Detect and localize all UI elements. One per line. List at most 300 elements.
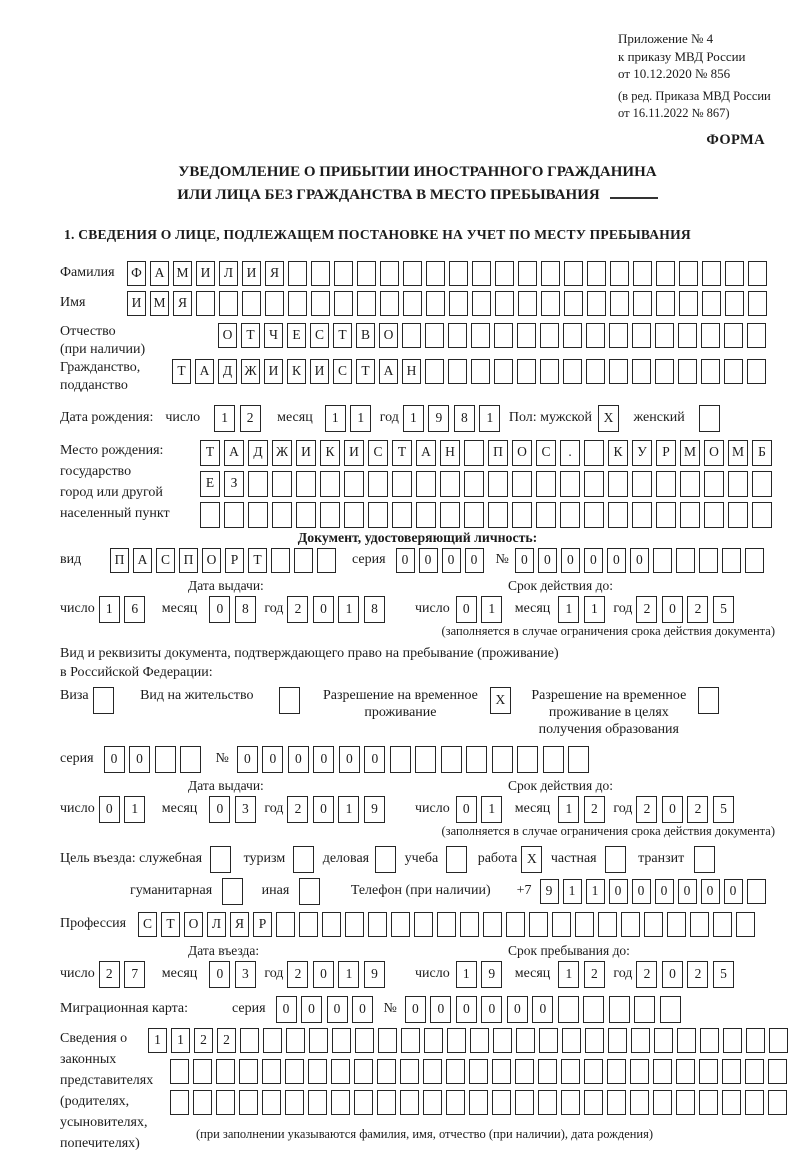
stay-year-field[interactable]	[636, 961, 738, 988]
char-box[interactable]: 0	[532, 996, 553, 1023]
char-box[interactable]	[518, 261, 537, 286]
char-box[interactable]	[676, 1090, 695, 1115]
char-box[interactable]: 0	[327, 996, 348, 1023]
char-box[interactable]	[736, 912, 755, 937]
permit-valid-month-field[interactable]	[558, 796, 609, 823]
char-box[interactable]	[634, 996, 655, 1023]
char-box[interactable]: О	[184, 912, 203, 937]
char-box[interactable]	[518, 291, 537, 316]
char-box[interactable]	[248, 471, 268, 497]
char-box[interactable]	[368, 471, 388, 497]
char-box[interactable]: 0	[405, 996, 426, 1023]
permit-valid-year-field[interactable]	[636, 796, 738, 823]
char-box[interactable]: 1	[124, 796, 145, 823]
char-box[interactable]	[426, 261, 445, 286]
char-box[interactable]	[506, 912, 525, 937]
char-box[interactable]	[492, 746, 513, 773]
char-box[interactable]: 1	[558, 796, 579, 823]
char-box[interactable]	[632, 323, 651, 348]
char-box[interactable]	[216, 1090, 235, 1115]
legal-reps-line1-field[interactable]	[148, 1028, 792, 1053]
char-box[interactable]	[747, 323, 766, 348]
char-box[interactable]	[219, 291, 238, 316]
char-box[interactable]	[311, 261, 330, 286]
char-box[interactable]: Р	[225, 548, 244, 573]
char-box[interactable]	[630, 1090, 649, 1115]
char-box[interactable]: 0	[352, 996, 373, 1023]
char-box[interactable]	[516, 1028, 535, 1053]
doc-issue-month-field[interactable]	[209, 596, 260, 623]
char-box[interactable]	[286, 1028, 305, 1053]
char-box[interactable]	[308, 1090, 327, 1115]
temp-residence-checkbox[interactable]	[490, 687, 516, 714]
char-box[interactable]: 9	[540, 879, 559, 904]
char-box[interactable]	[633, 291, 652, 316]
char-box[interactable]	[222, 878, 243, 905]
char-box[interactable]	[630, 1059, 649, 1084]
char-box[interactable]	[170, 1059, 189, 1084]
char-box[interactable]	[676, 1059, 695, 1084]
doc-type-field[interactable]	[110, 548, 340, 573]
char-box[interactable]	[414, 912, 433, 937]
char-box[interactable]: 2	[287, 596, 308, 623]
char-box[interactable]	[585, 1028, 604, 1053]
char-box[interactable]: Я	[265, 261, 284, 286]
char-box[interactable]	[296, 502, 316, 528]
char-box[interactable]: 8	[235, 596, 256, 623]
char-box[interactable]	[656, 471, 676, 497]
doc-valid-month-field[interactable]	[558, 596, 609, 623]
permit-series-field[interactable]	[104, 746, 206, 773]
char-box[interactable]	[656, 502, 676, 528]
char-box[interactable]	[748, 291, 767, 316]
char-box[interactable]: 5	[713, 596, 734, 623]
char-box[interactable]	[437, 912, 456, 937]
char-box[interactable]	[472, 261, 491, 286]
char-box[interactable]: М	[173, 261, 192, 286]
char-box[interactable]: 6	[124, 596, 145, 623]
char-box[interactable]: 0	[237, 746, 258, 773]
char-box[interactable]	[279, 687, 300, 714]
char-box[interactable]: Т	[200, 440, 220, 466]
char-box[interactable]	[724, 359, 743, 384]
char-box[interactable]	[93, 687, 114, 714]
char-box[interactable]	[722, 1059, 741, 1084]
phone-field[interactable]	[540, 879, 770, 904]
char-box[interactable]	[564, 291, 583, 316]
char-box[interactable]	[415, 746, 436, 773]
mk-series-field[interactable]	[276, 996, 378, 1023]
char-box[interactable]	[402, 323, 421, 348]
char-box[interactable]: 0	[607, 548, 626, 573]
legal-reps-line3-field[interactable]	[170, 1090, 792, 1115]
char-box[interactable]: А	[195, 359, 214, 384]
char-box[interactable]: 0	[313, 596, 334, 623]
permit-issue-year-field[interactable]	[287, 796, 389, 823]
char-box[interactable]: С	[333, 359, 352, 384]
char-box[interactable]: П	[179, 548, 198, 573]
char-box[interactable]	[540, 359, 559, 384]
char-box[interactable]: 0	[701, 879, 720, 904]
char-box[interactable]	[538, 1090, 557, 1115]
char-box[interactable]	[416, 502, 436, 528]
char-box[interactable]: 7	[124, 961, 145, 988]
char-box[interactable]	[296, 471, 316, 497]
char-box[interactable]	[539, 1028, 558, 1053]
char-box[interactable]: О	[218, 323, 237, 348]
sex-female-checkbox[interactable]	[699, 405, 725, 432]
char-box[interactable]: 3	[235, 796, 256, 823]
char-box[interactable]	[368, 502, 388, 528]
char-box[interactable]	[655, 359, 674, 384]
char-box[interactable]	[425, 323, 444, 348]
char-box[interactable]	[768, 1059, 787, 1084]
char-box[interactable]	[561, 1090, 580, 1115]
char-box[interactable]: 0	[339, 746, 360, 773]
char-box[interactable]: М	[728, 440, 748, 466]
char-box[interactable]	[469, 1090, 488, 1115]
char-box[interactable]	[423, 1090, 442, 1115]
char-box[interactable]	[725, 291, 744, 316]
char-box[interactable]	[575, 912, 594, 937]
birthplace-line2-field[interactable]	[200, 471, 776, 497]
char-box[interactable]	[311, 291, 330, 316]
char-box[interactable]: А	[379, 359, 398, 384]
char-box[interactable]	[541, 291, 560, 316]
char-box[interactable]	[331, 1090, 350, 1115]
char-box[interactable]: Ч	[264, 323, 283, 348]
char-box[interactable]: Е	[287, 323, 306, 348]
birthplace-line3-field[interactable]	[200, 502, 776, 528]
char-box[interactable]: 2	[287, 796, 308, 823]
char-box[interactable]	[656, 291, 675, 316]
char-box[interactable]	[426, 291, 445, 316]
char-box[interactable]: 1	[325, 405, 346, 432]
char-box[interactable]: П	[488, 440, 508, 466]
char-box[interactable]: 9	[364, 796, 385, 823]
patronymic-field[interactable]	[218, 323, 770, 348]
char-box[interactable]: 0	[209, 961, 230, 988]
char-box[interactable]	[446, 1059, 465, 1084]
char-box[interactable]	[495, 291, 514, 316]
char-box[interactable]	[747, 879, 766, 904]
char-box[interactable]: У	[632, 440, 652, 466]
char-box[interactable]	[391, 912, 410, 937]
char-box[interactable]: М	[680, 440, 700, 466]
char-box[interactable]	[515, 1090, 534, 1115]
char-box[interactable]	[745, 1090, 764, 1115]
char-box[interactable]	[368, 912, 387, 937]
char-box[interactable]: 2	[194, 1028, 213, 1053]
char-box[interactable]	[632, 359, 651, 384]
char-box[interactable]	[377, 1090, 396, 1115]
doc-issue-day-field[interactable]	[99, 596, 150, 623]
char-box[interactable]: 9	[428, 405, 449, 432]
char-box[interactable]	[633, 261, 652, 286]
char-box[interactable]	[541, 261, 560, 286]
char-box[interactable]	[680, 471, 700, 497]
char-box[interactable]: О	[704, 440, 724, 466]
char-box[interactable]: 1	[481, 596, 502, 623]
char-box[interactable]: 0	[515, 548, 534, 573]
char-box[interactable]	[332, 1028, 351, 1053]
char-box[interactable]	[621, 912, 640, 937]
permit-issue-day-field[interactable]	[99, 796, 150, 823]
char-box[interactable]: 0	[442, 548, 461, 573]
char-box[interactable]	[449, 291, 468, 316]
char-box[interactable]: 1	[338, 596, 359, 623]
char-box[interactable]	[529, 912, 548, 937]
char-box[interactable]	[494, 323, 513, 348]
char-box[interactable]	[493, 1028, 512, 1053]
char-box[interactable]	[320, 471, 340, 497]
char-box[interactable]	[610, 291, 629, 316]
char-box[interactable]: 0	[129, 746, 150, 773]
char-box[interactable]	[768, 1090, 787, 1115]
char-box[interactable]	[560, 471, 580, 497]
char-box[interactable]: 1	[558, 961, 579, 988]
char-box[interactable]	[440, 471, 460, 497]
char-box[interactable]	[728, 471, 748, 497]
char-box[interactable]: 0	[662, 961, 683, 988]
char-box[interactable]	[586, 323, 605, 348]
char-box[interactable]	[357, 261, 376, 286]
char-box[interactable]	[558, 996, 579, 1023]
char-box[interactable]	[538, 1059, 557, 1084]
char-box[interactable]: 0	[584, 548, 603, 573]
char-box[interactable]: А	[133, 548, 152, 573]
char-box[interactable]	[449, 261, 468, 286]
char-box[interactable]	[242, 291, 261, 316]
char-box[interactable]	[679, 261, 698, 286]
char-box[interactable]	[584, 1090, 603, 1115]
char-box[interactable]	[400, 1090, 419, 1115]
char-box[interactable]: К	[608, 440, 628, 466]
legal-reps-line2-field[interactable]	[170, 1059, 792, 1084]
purpose-humanitarian-checkbox[interactable]	[222, 878, 248, 905]
char-box[interactable]	[752, 471, 772, 497]
char-box[interactable]: 0	[456, 796, 477, 823]
char-box[interactable]: 9	[481, 961, 502, 988]
char-box[interactable]	[699, 1059, 718, 1084]
char-box[interactable]	[699, 1090, 718, 1115]
char-box[interactable]	[608, 1028, 627, 1053]
char-box[interactable]	[700, 1028, 719, 1053]
char-box[interactable]	[196, 291, 215, 316]
char-box[interactable]: X	[598, 405, 619, 432]
char-box[interactable]	[561, 1059, 580, 1084]
char-box[interactable]	[746, 1028, 765, 1053]
char-box[interactable]	[288, 291, 307, 316]
char-box[interactable]: Л	[219, 261, 238, 286]
char-box[interactable]	[568, 746, 589, 773]
char-box[interactable]	[552, 912, 571, 937]
char-box[interactable]	[698, 687, 719, 714]
char-box[interactable]	[517, 323, 536, 348]
char-box[interactable]	[679, 291, 698, 316]
char-box[interactable]	[424, 1028, 443, 1053]
char-box[interactable]: 0	[288, 746, 309, 773]
char-box[interactable]	[488, 471, 508, 497]
char-box[interactable]	[423, 1059, 442, 1084]
char-box[interactable]: И	[242, 261, 261, 286]
char-box[interactable]	[562, 1028, 581, 1053]
char-box[interactable]: 2	[584, 961, 605, 988]
char-box[interactable]: 1	[584, 596, 605, 623]
char-box[interactable]: 2	[636, 596, 657, 623]
char-box[interactable]	[701, 359, 720, 384]
stay-day-field[interactable]	[456, 961, 507, 988]
char-box[interactable]	[472, 291, 491, 316]
char-box[interactable]	[644, 912, 663, 937]
char-box[interactable]	[564, 261, 583, 286]
char-box[interactable]: 2	[99, 961, 120, 988]
stay-month-field[interactable]	[558, 961, 609, 988]
char-box[interactable]	[660, 996, 681, 1023]
char-box[interactable]	[722, 1090, 741, 1115]
visa-checkbox[interactable]	[93, 687, 119, 714]
char-box[interactable]: 9	[364, 961, 385, 988]
char-box[interactable]	[492, 1059, 511, 1084]
sex-male-checkbox[interactable]	[598, 405, 624, 432]
char-box[interactable]	[722, 548, 741, 573]
char-box[interactable]: 0	[662, 596, 683, 623]
char-box[interactable]	[607, 1090, 626, 1115]
char-box[interactable]: 5	[713, 796, 734, 823]
char-box[interactable]	[607, 1059, 626, 1084]
char-box[interactable]: Я	[173, 291, 192, 316]
char-box[interactable]	[299, 912, 318, 937]
char-box[interactable]: 0	[538, 548, 557, 573]
purpose-business-checkbox[interactable]	[375, 846, 401, 873]
char-box[interactable]	[653, 548, 672, 573]
citizenship-field[interactable]	[172, 359, 770, 384]
char-box[interactable]	[608, 471, 628, 497]
char-box[interactable]	[464, 440, 484, 466]
char-box[interactable]	[375, 846, 396, 873]
char-box[interactable]	[584, 502, 604, 528]
char-box[interactable]: 1	[479, 405, 500, 432]
doc-number-field[interactable]	[515, 548, 768, 573]
char-box[interactable]	[308, 1059, 327, 1084]
char-box[interactable]: И	[296, 440, 316, 466]
birth-day-field[interactable]	[214, 405, 265, 432]
char-box[interactable]	[216, 1059, 235, 1084]
char-box[interactable]	[262, 1059, 281, 1084]
char-box[interactable]: 1	[558, 596, 579, 623]
char-box[interactable]: 1	[563, 879, 582, 904]
char-box[interactable]: 0	[313, 961, 334, 988]
char-box[interactable]	[239, 1090, 258, 1115]
char-box[interactable]: 0	[630, 548, 649, 573]
char-box[interactable]	[747, 359, 766, 384]
char-box[interactable]	[702, 291, 721, 316]
char-box[interactable]: Т	[241, 323, 260, 348]
char-box[interactable]: 0	[262, 746, 283, 773]
char-box[interactable]: 1	[586, 879, 605, 904]
char-box[interactable]: 2	[687, 961, 708, 988]
doc-valid-year-field[interactable]	[636, 596, 738, 623]
char-box[interactable]: 0	[313, 746, 334, 773]
char-box[interactable]	[584, 440, 604, 466]
char-box[interactable]: Т	[161, 912, 180, 937]
char-box[interactable]	[200, 502, 220, 528]
char-box[interactable]	[401, 1028, 420, 1053]
purpose-tourism-checkbox[interactable]	[293, 846, 319, 873]
char-box[interactable]: 0	[507, 996, 528, 1023]
char-box[interactable]	[543, 746, 564, 773]
char-box[interactable]	[471, 323, 490, 348]
char-box[interactable]	[680, 502, 700, 528]
char-box[interactable]	[357, 291, 376, 316]
char-box[interactable]: Р	[253, 912, 272, 937]
char-box[interactable]	[344, 502, 364, 528]
char-box[interactable]	[470, 1028, 489, 1053]
char-box[interactable]: С	[138, 912, 157, 937]
char-box[interactable]	[466, 746, 487, 773]
permit-valid-day-field[interactable]	[456, 796, 507, 823]
char-box[interactable]: С	[156, 548, 175, 573]
birth-month-field[interactable]	[325, 405, 376, 432]
char-box[interactable]	[609, 359, 628, 384]
residence-permit-checkbox[interactable]	[279, 687, 305, 714]
char-box[interactable]: С	[310, 323, 329, 348]
char-box[interactable]: Н	[402, 359, 421, 384]
temp-residence-edu-checkbox[interactable]	[698, 687, 724, 714]
char-box[interactable]: И	[344, 440, 364, 466]
char-box[interactable]	[699, 548, 718, 573]
char-box[interactable]: Н	[440, 440, 460, 466]
char-box[interactable]: О	[379, 323, 398, 348]
char-box[interactable]: П	[110, 548, 129, 573]
char-box[interactable]	[512, 502, 532, 528]
char-box[interactable]	[239, 1059, 258, 1084]
char-box[interactable]	[677, 1028, 696, 1053]
char-box[interactable]: 0	[724, 879, 743, 904]
char-box[interactable]	[483, 912, 502, 937]
char-box[interactable]: 1	[148, 1028, 167, 1053]
char-box[interactable]: 0	[561, 548, 580, 573]
char-box[interactable]	[517, 359, 536, 384]
entry-day-field[interactable]	[99, 961, 150, 988]
char-box[interactable]	[170, 1090, 189, 1115]
char-box[interactable]	[517, 746, 538, 773]
char-box[interactable]: И	[264, 359, 283, 384]
char-box[interactable]	[587, 261, 606, 286]
char-box[interactable]: 0	[99, 796, 120, 823]
char-box[interactable]	[694, 846, 715, 873]
char-box[interactable]	[690, 912, 709, 937]
char-box[interactable]	[723, 1028, 742, 1053]
char-box[interactable]: 0	[396, 548, 415, 573]
char-box[interactable]: 2	[240, 405, 261, 432]
char-box[interactable]	[667, 912, 686, 937]
char-box[interactable]	[610, 261, 629, 286]
char-box[interactable]	[512, 471, 532, 497]
name-field[interactable]	[127, 291, 771, 316]
char-box[interactable]: 0	[609, 879, 628, 904]
char-box[interactable]: Т	[248, 548, 267, 573]
char-box[interactable]: 0	[456, 596, 477, 623]
char-box[interactable]	[425, 359, 444, 384]
char-box[interactable]: Р	[656, 440, 676, 466]
char-box[interactable]: Т	[356, 359, 375, 384]
char-box[interactable]	[377, 1059, 396, 1084]
char-box[interactable]	[724, 323, 743, 348]
char-box[interactable]: А	[416, 440, 436, 466]
char-box[interactable]	[515, 1059, 534, 1084]
char-box[interactable]: X	[521, 846, 542, 873]
